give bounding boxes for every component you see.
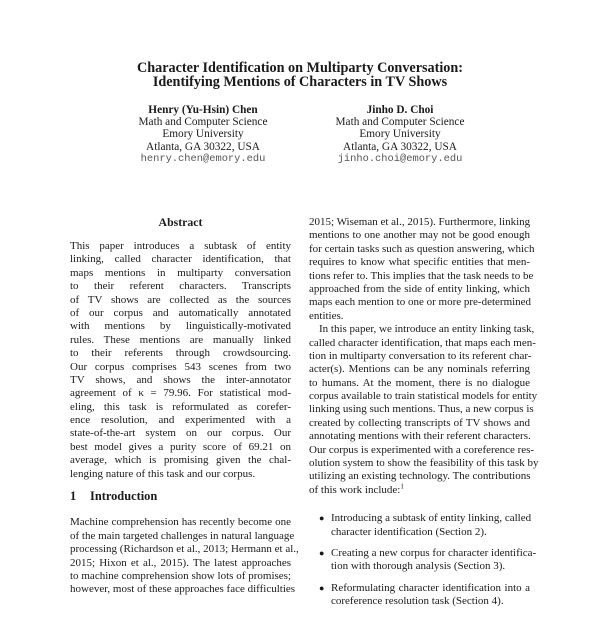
- text-line: Our corpus comprises 543 scenes from two: [70, 360, 291, 373]
- list-item: [309, 512, 530, 539]
- text-line: lenging nature of this task and our corpus.: [70, 467, 256, 480]
- text-line: This paper introduces a subtask of entity: [70, 239, 291, 252]
- bullet-icon: ●: [319, 582, 325, 593]
- text-line: linking using such mentions. Thus, a new corpus is: [309, 403, 534, 416]
- title-line-1: Character Identification on Multiparty Conversation:: [136, 60, 464, 76]
- paragraph: [309, 216, 535, 323]
- bullet-icon: ●: [319, 513, 325, 524]
- text-line: to their referent characters. Transcripts: [70, 280, 291, 293]
- paper-title: [0, 62, 600, 89]
- text-line: average, which is promising given the chal-: [70, 454, 291, 467]
- text-line: maps each mention to one or more pre-determined: [309, 296, 532, 309]
- author-univ: Emory University: [162, 128, 244, 141]
- text-line: of the main targeted challenges in natural language: [70, 529, 295, 542]
- text-line: best model gives a purity score of 69.21 on: [70, 440, 291, 453]
- text-line: entities.: [309, 309, 344, 322]
- author-block-2: [300, 104, 500, 165]
- text-line: [309, 484, 530, 497]
- text-line: acter(s). Mentions can be any nominals referring: [309, 363, 530, 376]
- text-line: coreference resolution task (Section 4).: [331, 595, 504, 608]
- author-address: Atlanta, GA 30322, USA: [146, 140, 260, 153]
- text-line: character identification (Section 2).: [331, 525, 487, 538]
- text-line: to humans. At the moment, there is no dialogue: [309, 376, 530, 389]
- text-line: tion with thorough analysis (Section 3).: [331, 560, 506, 573]
- text-line: tions refer to. This implies that the task needs to be: [309, 269, 534, 282]
- text-line: eling, this task is reformulated as corefer-: [70, 400, 291, 413]
- abstract-body: [70, 240, 291, 481]
- text-line: Introducing a subtask of entity linking, called: [331, 512, 532, 525]
- author-email: henry.chen@emory.edu: [140, 152, 266, 165]
- text-line: 2015; Wiseman et al., 2015). Furthermore, linking: [309, 216, 531, 228]
- text-line: Reformulating character identification into a: [331, 581, 530, 594]
- author-name: Henry (Yu-Hsin) Chen: [148, 104, 258, 116]
- list-item: [309, 582, 530, 609]
- text-line: utilizing an existing technology. The contributions: [309, 470, 531, 483]
- author-univ: Emory University: [359, 128, 441, 141]
- text-line: mentions to one another may not be good enough: [309, 229, 530, 242]
- text-line: for certain tasks such as question answering, which: [309, 242, 535, 255]
- section-number: 1: [70, 489, 77, 504]
- section-title: Introduction: [90, 489, 158, 504]
- introduction-body: [70, 516, 299, 596]
- text-line: of our corpus and automatically annotated: [70, 306, 291, 319]
- text-line: 2015; Hixon et al., 2015). The latest approaches: [70, 556, 291, 569]
- paragraph: [309, 323, 539, 497]
- text-line: rules. These mentions are manually linked: [70, 333, 291, 346]
- text-line: processing (Richardson et al., 2013; Hermann et al.,: [70, 543, 299, 556]
- text-line: approached from the side of entity linking, which: [309, 282, 530, 295]
- author-address: Atlanta, GA 30322, USA: [343, 140, 457, 153]
- text-line: state-of-the-art system on our corpus. Our: [70, 427, 291, 440]
- text-line: with mentions by linguistically-motivated: [70, 320, 291, 333]
- text-line: to machine comprehension show lots of promises;: [70, 569, 291, 582]
- author-name: Jinho D. Choi: [366, 104, 434, 116]
- abstract-heading: Abstract: [158, 215, 203, 229]
- text-line: TV shows, and shows the inter-annotator: [70, 373, 291, 386]
- text-line: requires to know what specific entities that men-: [309, 256, 530, 269]
- author-dept: Math and Computer Science: [138, 116, 268, 129]
- text-line: ence resolution, and experimented with a: [70, 414, 291, 427]
- text-line: In this paper, we introduce an entity linking task,: [319, 323, 535, 336]
- text-line: of TV shows are collected as the sources: [70, 293, 291, 306]
- text-line: however, most of these approaches face difficulties: [70, 583, 296, 596]
- author-dept: Math and Computer Science: [335, 116, 465, 129]
- text-line: created by collecting transcripts of TV shows and: [309, 416, 530, 429]
- text-line: to their referents through crowdsourcing.: [70, 347, 291, 360]
- text-line: maps mentions in multiparty conversation: [70, 266, 291, 279]
- left-column: [70, 215, 299, 597]
- text-line: Our corpus is experimented with a coreference res-: [309, 443, 535, 456]
- text-line: Creating a new corpus for character identifica-: [331, 546, 537, 559]
- text-line: agreement of κ = 79.96. For statistical mod-: [70, 387, 291, 400]
- text-line: Machine comprehension has recently become one: [70, 516, 291, 529]
- list-item: [309, 546, 537, 574]
- bullet-icon: ●: [319, 547, 325, 558]
- right-column: [309, 216, 539, 617]
- author-email: jinho.choi@emory.edu: [337, 152, 463, 165]
- text-line: tion in multiparty conversation to its referent char-: [309, 349, 532, 362]
- text-line: called character identification, that maps each men-: [309, 336, 536, 349]
- contributions-list: [309, 512, 537, 608]
- text-line: olution system to show the feasibility of this task by: [309, 457, 539, 470]
- author-block-1: [103, 104, 303, 165]
- text-line: corpus available to train statistical models for entity: [309, 390, 538, 403]
- text-line: annotating mentions with their referent characters.: [309, 430, 531, 443]
- text-line: linking, called character identification, that: [70, 253, 291, 266]
- text: of this work include:: [309, 483, 401, 496]
- section-heading-introduction: [70, 490, 291, 503]
- footnote-mark[interactable]: 1: [400, 482, 404, 491]
- title-line-2: Identifying Mentions of Characters in TV Shows: [152, 73, 448, 90]
